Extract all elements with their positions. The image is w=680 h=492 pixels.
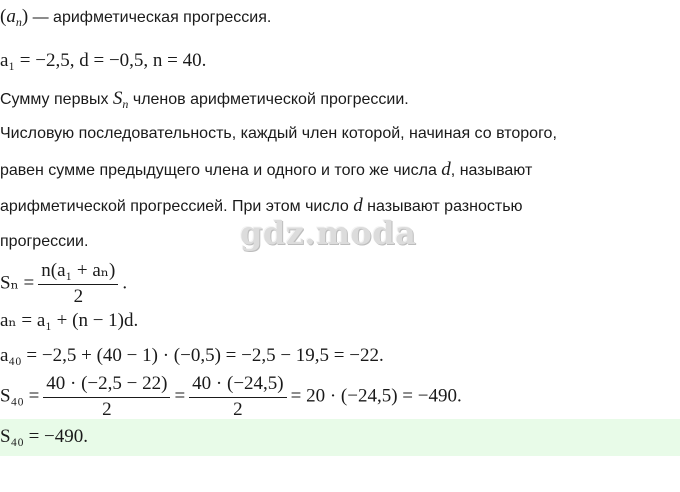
fraction xyxy=(38,260,118,308)
fraction-denominator: 2 xyxy=(233,399,243,420)
calc-s40-lhs: S₄₀ = xyxy=(0,385,40,407)
theory-line-2-post: , называют xyxy=(450,162,533,179)
d-symbol: d xyxy=(353,195,363,216)
task-text-pre: Сумму первых xyxy=(0,91,113,108)
watermark: gdz.moda xyxy=(240,214,417,252)
formula-sum-lhs: Sₙ = xyxy=(0,272,35,294)
task-line xyxy=(0,88,409,115)
fraction xyxy=(43,373,170,421)
theory-line-3-pre: арифметической прогрессией. При этом число xyxy=(0,198,354,215)
fraction xyxy=(189,373,286,421)
d-symbol: d xyxy=(441,159,451,180)
definition-text: — арифметическая прогрессия. xyxy=(28,9,272,26)
calc-s40-tail: = 20 · (−24,5) = −490. xyxy=(290,385,462,407)
theory-line-2 xyxy=(0,159,532,182)
calc-a40: a₄₀ = −2,5 + (40 − 1) · (−0,5) = −2,5 − 19,5 = −22. xyxy=(0,345,384,366)
fraction-denominator: 2 xyxy=(73,286,84,307)
fraction-numerator: 40 · (−2,5 − 22) xyxy=(43,373,170,398)
calc-s40 xyxy=(0,373,462,421)
sn-symbol: $S_n$ xyxy=(112,88,129,111)
formula-nth-term: aₙ = a₁ + (n − 1)d. xyxy=(0,310,139,331)
fraction-numerator: n(a₁ + aₙ) xyxy=(38,260,118,285)
theory-line-1: Числовую последовательность, каждый член которой, начиная со второго, xyxy=(0,125,557,142)
answer-highlight xyxy=(0,419,680,456)
task-text-post: членов арифметической прогрессии. xyxy=(128,91,409,108)
line-definition xyxy=(0,6,271,33)
formula-sum-tail: . xyxy=(122,272,128,294)
theory-line-4: прогрессии. xyxy=(0,233,89,250)
final-answer: S₄₀ = −490. xyxy=(0,426,88,447)
theory-line-2-pre: равен сумме предыдущего члена и одного и того же числа xyxy=(0,162,442,179)
theory-line-3-post: называют разностью xyxy=(362,198,523,215)
fraction-denominator: 2 xyxy=(102,399,112,420)
equals-sign: = xyxy=(174,385,186,407)
formula-sum xyxy=(0,260,127,308)
given-values: a₁ = −2,5, d = −0,5, n = 40. xyxy=(0,50,207,71)
fraction-numerator: 40 · (−24,5) xyxy=(189,373,286,398)
sequence-notation: $(a_n)$ xyxy=(0,6,29,29)
theory-line-3 xyxy=(0,195,523,218)
